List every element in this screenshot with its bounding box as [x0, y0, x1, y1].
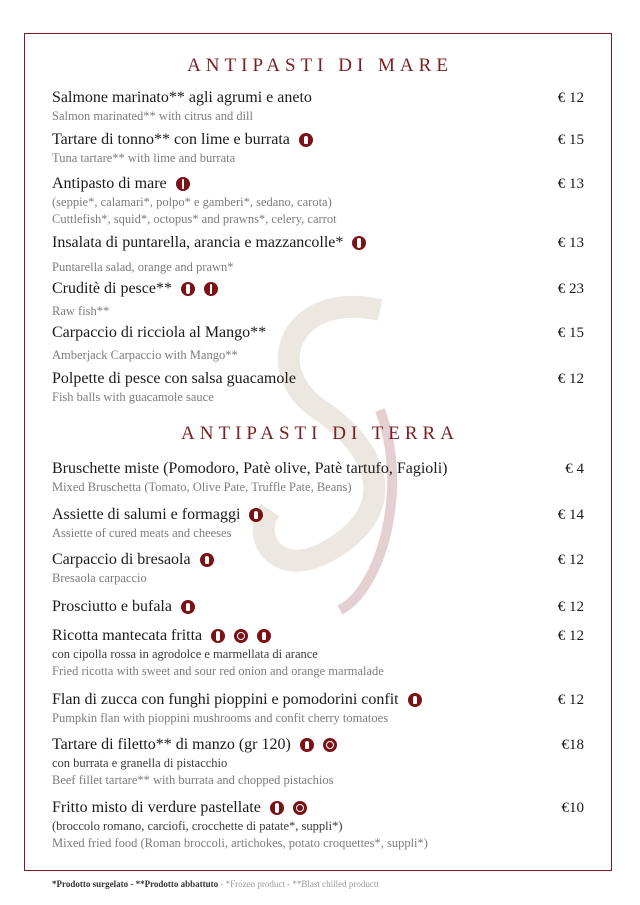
item-description: Cuttlefish*, squid*, octopus* and prawns*, celery, carrot: [52, 212, 337, 226]
item-price: € 12: [557, 552, 584, 568]
item-name-text: Carpaccio di bresaola: [52, 551, 191, 568]
item-name-text: Tartare di tonno** con lime e burrata: [52, 131, 290, 148]
milk-icon: [257, 629, 271, 643]
item-name: [52, 459, 592, 479]
item-name-text: Bruschette miste (Pomodoro, Patè olive, Patè tartufo, Fagioli): [52, 460, 448, 477]
item-description: con cipolla rossa in agrodolce e marmellata di arance: [52, 647, 318, 661]
item-description: (seppie*, calamari*, polpo* e gamberi*, sedano, carota): [52, 195, 332, 209]
menu-item: [52, 735, 592, 789]
crustacean-icon: [181, 282, 195, 296]
milk-icon: [200, 553, 214, 567]
item-description: Bresaola carpaccio: [52, 571, 147, 585]
section-title-terra: ANTIPASTI DI TERRA: [181, 423, 459, 444]
item-name-text: Tartare di filetto** di manzo (gr 120): [52, 736, 291, 753]
menu-item: [52, 459, 592, 496]
item-name-text: Prosciutto e bufala: [52, 598, 172, 615]
menu-item: [52, 690, 592, 727]
item-name: [52, 626, 592, 646]
item-description: Amberjack Carpaccio with Mango**: [52, 348, 238, 362]
item-description: con burrata e granella di pistacchio: [52, 756, 228, 770]
item-price: € 12: [557, 628, 584, 644]
item-name: [52, 550, 592, 570]
item-price: € 12: [557, 371, 584, 387]
menu-item: [52, 323, 592, 364]
item-name-text: Insalata di puntarella, arancia e mazzancolle*: [52, 234, 344, 251]
item-name-text: Carpaccio di ricciola al Mango**: [52, 324, 267, 341]
item-name: [52, 88, 592, 108]
item-name-text: Cruditè di pesce**: [52, 280, 172, 297]
item-name: [52, 130, 592, 150]
item-name-text: Antipasto di mare: [52, 175, 167, 192]
menu-item: [52, 88, 592, 125]
item-name: [52, 369, 592, 389]
menu-item: [52, 130, 592, 167]
item-name-text: Fritto misto di verdure pastellate: [52, 799, 261, 816]
milk-icon: [299, 133, 313, 147]
item-name: [52, 690, 592, 710]
item-price: € 4: [565, 461, 584, 477]
item-description: Fried ricotta with sweet and sour red onion and orange marmalade: [52, 664, 384, 678]
item-description: Mixed Bruschetta (Tomato, Olive Pate, Truffle Pate, Beans): [52, 480, 352, 494]
item-name-text: Ricotta mantecata fritta: [52, 627, 203, 644]
footer-note: [52, 879, 379, 889]
egg-icon: [234, 629, 248, 643]
item-name: [52, 735, 592, 755]
milk-icon: [249, 508, 263, 522]
crustacean-icon: [352, 236, 366, 250]
menu-item: [52, 369, 592, 406]
item-description: Assiette of cured meats and cheeses: [52, 526, 232, 540]
footer-english: - *Frozen product - **Blast chilled productt: [218, 879, 379, 889]
item-description: Mixed fried food (Roman broccoli, artichokes, potato croquettes*, suppli*): [52, 836, 428, 850]
footer-italian: *Prodotto surgelato - **Prodotto abbattuto: [52, 879, 219, 889]
item-name: [52, 323, 592, 343]
menu-item: [52, 233, 592, 276]
item-price: € 12: [557, 90, 584, 106]
item-price: € 15: [557, 325, 584, 341]
item-price: € 23: [557, 281, 584, 297]
item-name: [52, 174, 592, 194]
item-description: Salmon marinated** with citrus and dill: [52, 109, 254, 123]
item-price: € 12: [557, 599, 584, 615]
item-description: (broccolo romano, carciofi, crocchette di patate*, suppli*): [52, 819, 343, 833]
item-description: Raw fish**: [52, 304, 110, 318]
item-description: Fish balls with guacamole sauce: [52, 390, 214, 404]
item-price: € 13: [557, 235, 584, 251]
menu-item: [52, 798, 592, 852]
milk-icon: [408, 693, 422, 707]
item-price: € 13: [557, 176, 584, 192]
menu-item: [52, 550, 592, 587]
item-price: €18: [561, 737, 584, 753]
item-name: [52, 798, 592, 818]
item-description: Tuna tartare** with lime and burrata: [52, 151, 236, 165]
item-description: Puntarella salad, orange and prawn*: [52, 260, 234, 274]
item-name-text: Flan di zucca con funghi pioppini e pomodorini confit: [52, 691, 399, 708]
menu-item: [52, 279, 592, 320]
mollusc-icon: [176, 177, 190, 191]
menu-item: [52, 626, 592, 680]
item-price: €10: [561, 800, 584, 816]
item-price: € 14: [557, 507, 584, 523]
item-name-text: Assiette di salumi e formaggi: [52, 506, 241, 523]
gluten-icon: [270, 801, 284, 815]
egg-icon: [293, 801, 307, 815]
menu-item: [52, 174, 592, 228]
item-name-text: Salmone marinato** agli agrumi e aneto: [52, 89, 312, 106]
menu-item: [52, 597, 592, 617]
nuts-icon: [323, 738, 337, 752]
milk-icon: [300, 738, 314, 752]
item-name-text: Polpette di pesce con salsa guacamole: [52, 370, 296, 387]
milk-icon: [181, 600, 195, 614]
item-name: [52, 233, 592, 253]
item-name: [52, 597, 592, 617]
item-name: [52, 279, 592, 299]
item-name: [52, 505, 592, 525]
gluten-icon: [211, 629, 225, 643]
item-price: € 15: [557, 132, 584, 148]
item-description: Beef fillet tartare** with burrata and chopped pistachios: [52, 773, 334, 787]
mollusc-icon: [204, 282, 218, 296]
item-price: € 12: [557, 692, 584, 708]
menu-item: [52, 505, 592, 542]
section-title-mare: ANTIPASTI DI MARE: [187, 55, 453, 76]
item-description: Pumpkin flan with pioppini mushrooms and confit cherry tomatoes: [52, 711, 389, 725]
